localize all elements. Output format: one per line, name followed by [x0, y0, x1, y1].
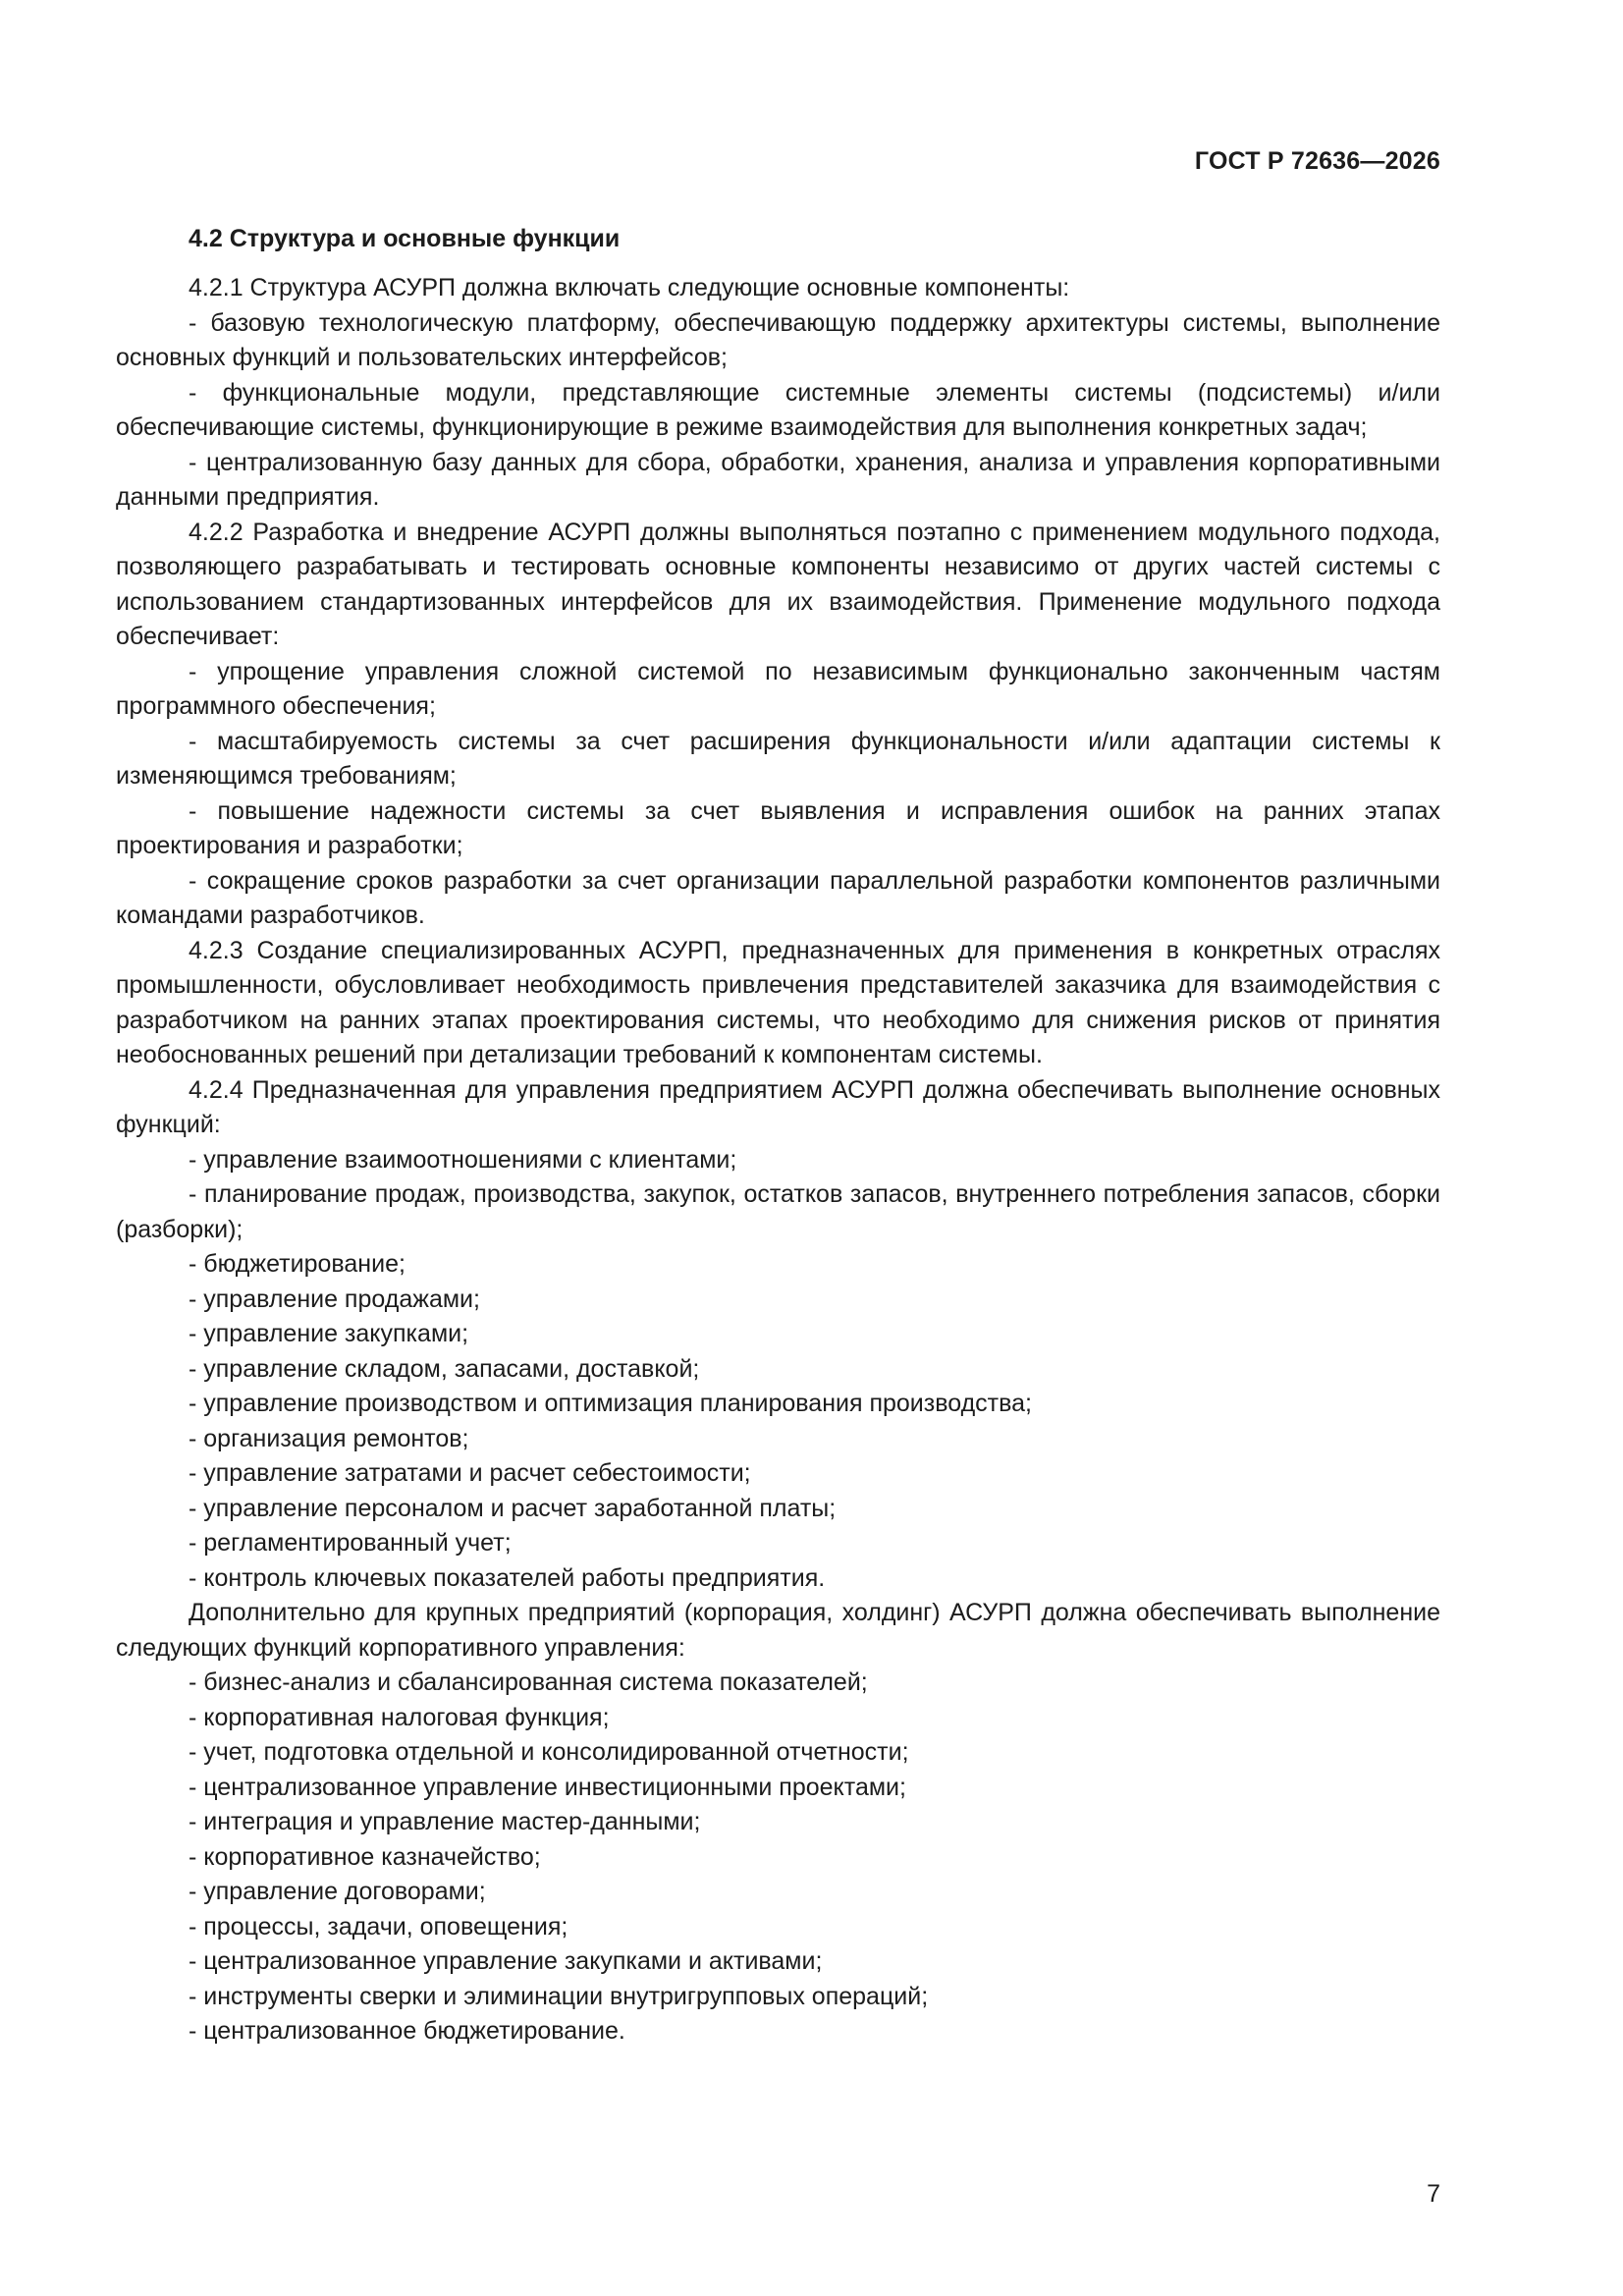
paragraph-4-2-1: 4.2.1 Структура АСУРП должна включать следующие основные компоненты:: [189, 274, 1070, 301]
list-item: - управление продажами;: [189, 1285, 480, 1313]
list-item: - повышение надежности системы за счет выявления и исправления ошибок на ранних этапах проектирования и разработки;: [116, 796, 1440, 859]
paragraph-4-2-2: 4.2.2 Разработка и внедрение АСУРП должны выполняться поэтапно с применением модульного подхода, позволяющего разрабатывать и тестировать основные компоненты независимо от других частей системы с использованием стандартизованных интерфейсов для их взаимодействия. Применение модульного подхода обеспечивает:: [116, 518, 1440, 650]
list-item: - сокращение сроков разработки за счет организации параллельной разработки компонентов различными командами разработчиков.: [116, 866, 1440, 929]
list-item: - управление персоналом и расчет заработанной платы;: [189, 1494, 837, 1522]
list-item: - организация ремонтов;: [189, 1424, 469, 1452]
paragraph-4-2-4: 4.2.4 Предназначенная для управления предприятием АСУРП должна обеспечивать выполнение основных функций:: [116, 1075, 1440, 1138]
list-item: - базовую технологическую платформу, обеспечивающую поддержку архитектуры системы, выполнение основных функций и пользовательских интерфейсов;: [116, 308, 1440, 371]
list-item: - учет, подготовка отдельной и консолидированной отчетности;: [189, 1738, 909, 1766]
section-heading: 4.2 Структура и основные функции: [189, 225, 621, 252]
list-item: - планирование продаж, производства, закупок, остатков запасов, внутреннего потребления запасов, сборки (разборки);: [116, 1180, 1440, 1243]
list-item: - управление складом, запасами, доставкой;: [189, 1354, 700, 1383]
list-item: - управление производством и оптимизация планирования производства;: [189, 1390, 1032, 1417]
paragraph-corporate: Дополнительно для крупных предприятий (корпорация, холдинг) АСУРП должна обеспечивать выполнение следующих функций корпоративного управления:: [116, 1599, 1440, 1662]
list-item: - упрощение управления сложной системой по независимым функционально законченным частям программного обеспечения;: [116, 657, 1440, 720]
paragraph-4-2-3: 4.2.3 Создание специализированных АСУРП, предназначенных для применения в конкретных отраслях промышленности, обусловливает необходимость привлечения представителей заказчика для взаимодействия с разработчиком на ранних этапах проектирования системы, что необходимо для снижения рисков от принятия необоснованных решений при детализации требований к компонентам системы.: [116, 936, 1440, 1068]
list-item: - централизованное управление инвестиционными проектами;: [189, 1773, 906, 1801]
list-item: - функциональные модули, представляющие системные элементы системы (подсистемы) и/или обеспечивающие системы, функционирующие в режиме взаимодействия для выполнения конкретных задач;: [116, 378, 1440, 441]
list-item: - управление затратами и расчет себестоимости;: [189, 1459, 751, 1487]
document-header: ГОСТ Р 72636—2026: [1194, 147, 1440, 175]
list-item: - контроль ключевых показателей работы предприятия.: [189, 1563, 826, 1592]
list-item: - управление закупками;: [189, 1320, 469, 1347]
list-item: - корпоративное казначейство;: [189, 1842, 541, 1871]
list-item: - процессы, задачи, оповещения;: [189, 1912, 568, 1941]
list-item: - интеграция и управление мастер-данными;: [189, 1808, 701, 1835]
page-number: 7: [1427, 2180, 1440, 2208]
list-item: - инструменты сверки и элиминации внутригрупповых операций;: [189, 1982, 929, 2010]
list-item: - регламентированный учет;: [189, 1529, 512, 1557]
list-item: - централизованное управление закупками и активами;: [189, 1947, 823, 1975]
list-item: - управление взаимоотношениями с клиентами;: [189, 1145, 737, 1174]
list-item: - централизованную базу данных для сбора, обработки, хранения, анализа и управления корпоративными данными предприятия.: [116, 448, 1440, 511]
list-item: - бюджетирование;: [189, 1250, 406, 1278]
list-item: - корпоративная налоговая функция;: [189, 1703, 610, 1731]
list-item: - масштабируемость системы за счет расширения функциональности и/или адаптации системы к изменяющимся требованиям;: [116, 727, 1440, 790]
list-item: - управление договорами;: [189, 1878, 486, 1905]
document-body: [116, 271, 1440, 2050]
list-item: - централизованное бюджетирование.: [189, 2017, 625, 2045]
list-item: - бизнес-анализ и сбалансированная система показателей;: [189, 1668, 868, 1696]
